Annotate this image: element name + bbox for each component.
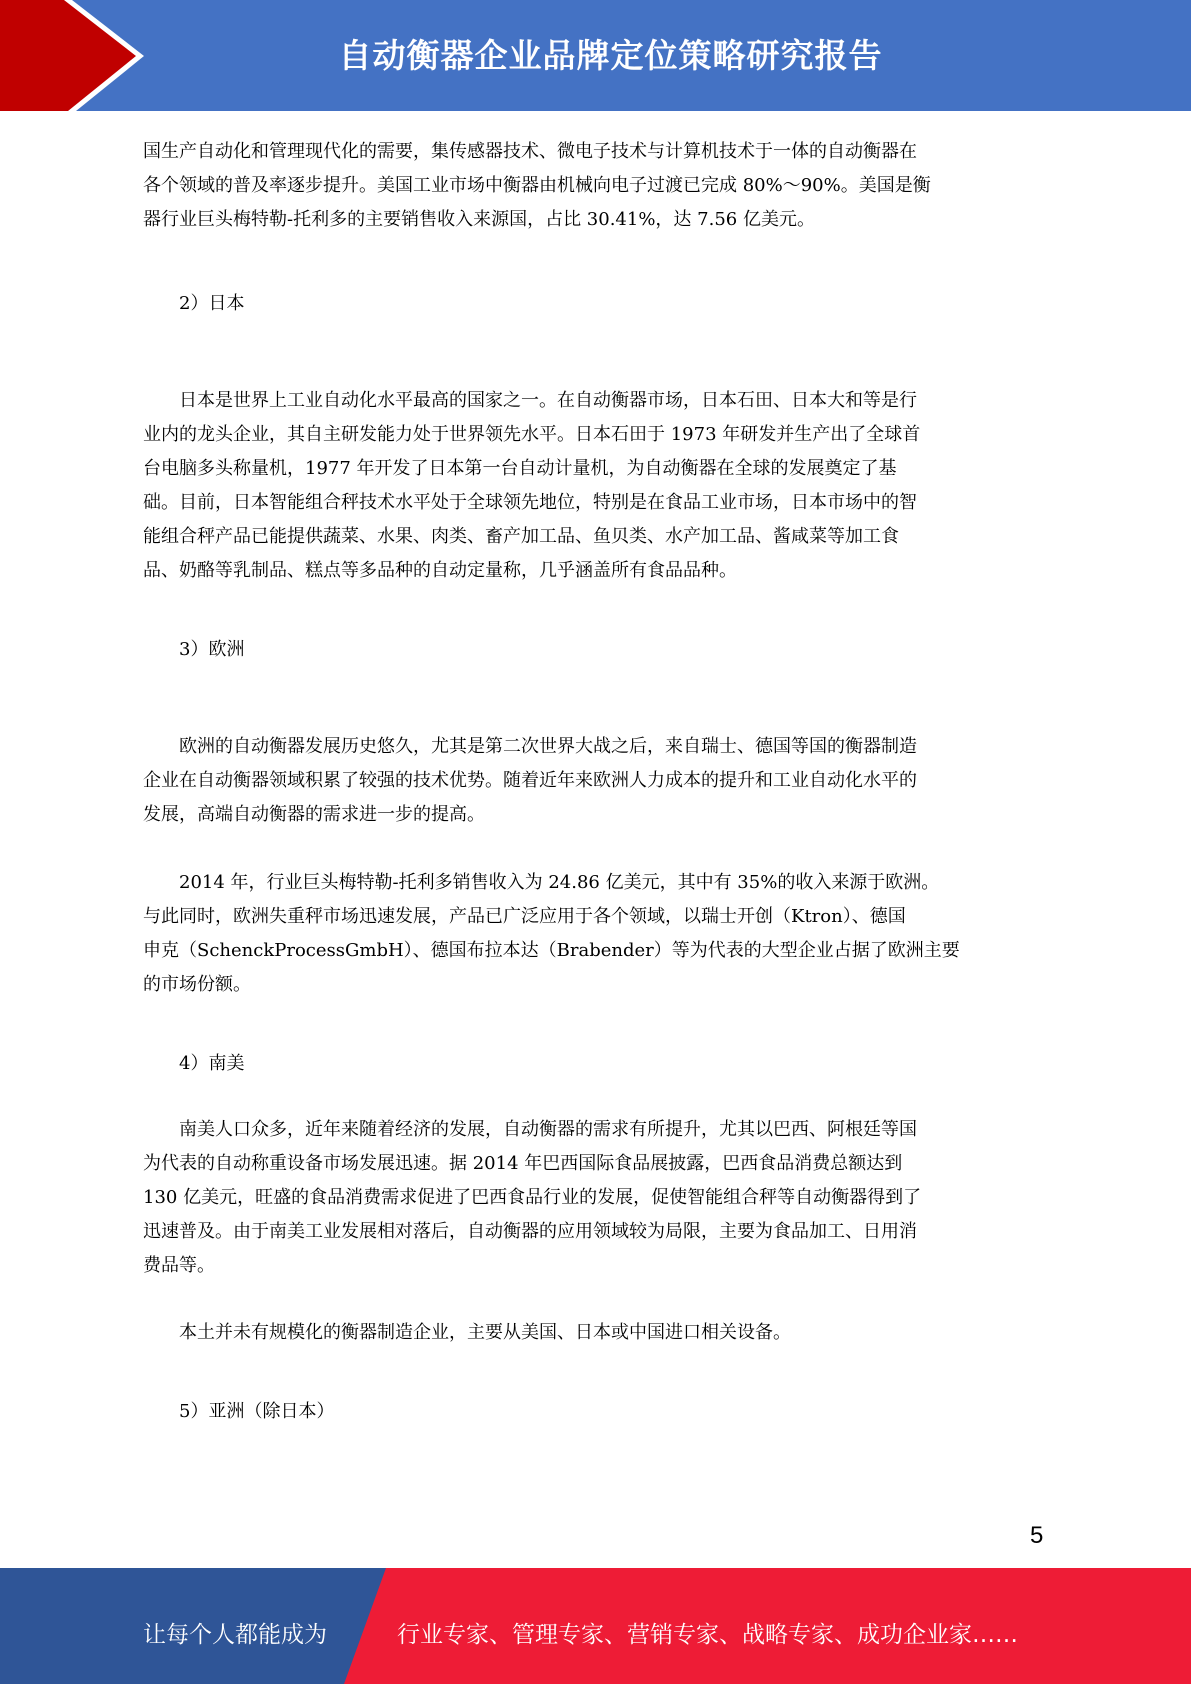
section-heading: 2）日本 — [179, 293, 245, 314]
header-banner — [0, 0, 1191, 111]
paragraph-line: 费品等。 — [143, 1255, 215, 1276]
paragraph-line: 南美人口众多，近年来随着经济的发展，自动衡器的需求有所提升，尤其以巴西、阿根廷等国 — [179, 1119, 917, 1140]
section-heading: 5）亚洲（除日本） — [179, 1401, 335, 1422]
paragraph-line: 发展，高端自动衡器的需求进一步的提高。 — [143, 804, 485, 825]
paragraph-line: 申克（SchenckProcessGmbH）、德国布拉本达（Brabender）等为代表的大型企业占据了欧洲主要 — [143, 940, 960, 961]
paragraph-line: 础。目前，日本智能组合秤技术水平处于全球领先地位，特别是在食品工业市场，日本市场中的智 — [143, 492, 917, 513]
paragraph-line: 品、奶酪等乳制品、糕点等多品种的自动定量称，几乎涵盖所有食品品种。 — [143, 560, 737, 581]
paragraph-line: 迅速普及。由于南美工业发展相对落后，自动衡器的应用领域较为局限，主要为食品加工、日用消 — [143, 1221, 917, 1242]
paragraph-line: 与此同时，欧洲失重秤市场迅速发展，产品已广泛应用于各个领域，以瑞士开创（Ktron）、德国 — [143, 906, 906, 927]
paragraph-line: 2014 年，行业巨头梅特勒-托利多销售收入为 24.86 亿美元，其中有 35%的收入来源于欧洲。 — [179, 872, 940, 893]
page-number: 5 — [1030, 1522, 1044, 1549]
paragraph-line: 器行业巨头梅特勒-托利多的主要销售收入来源国，占比 30.41%，达 7.56 亿美元。 — [143, 209, 815, 230]
footer-slogan-right: 行业专家、管理专家、营销专家、战略专家、成功企业家…… — [397, 1622, 1018, 1648]
paragraph-line: 本土并未有规模化的衡器制造企业，主要从美国、日本或中国进口相关设备。 — [179, 1322, 791, 1343]
paragraph-line: 各个领域的普及率逐步提升。美国工业市场中衡器由机械向电子过渡已完成 80%～90%。美国是衡 — [143, 175, 931, 196]
paragraph-line: 为代表的自动称重设备市场发展迅速。据 2014 年巴西国际食品展披露，巴西食品消费总额达到 — [143, 1153, 903, 1174]
paragraph-line: 130 亿美元，旺盛的食品消费需求促进了巴西食品行业的发展，促使智能组合秤等自动衡器得到了 — [143, 1187, 922, 1208]
section-heading: 4）南美 — [179, 1053, 245, 1074]
section-heading: 3）欧洲 — [179, 639, 245, 660]
paragraph-line: 日本是世界上工业自动化水平最高的国家之一。在自动衡器市场，日本石田、日本大和等是行 — [179, 390, 917, 411]
paragraph-line: 台电脑多头称量机，1977 年开发了日本第一台自动计量机，为自动衡器在全球的发展奠定了基 — [143, 458, 897, 479]
paragraph-line: 能组合秤产品已能提供蔬菜、水果、肉类、畜产加工品、鱼贝类、水产加工品、酱咸菜等加工食 — [143, 526, 899, 547]
footer-banner — [0, 1568, 1191, 1684]
report-title: 自动衡器企业品牌定位策略研究报告 — [338, 36, 883, 75]
footer-slogan-left: 让每个人都能成为 — [143, 1622, 327, 1648]
paragraph-line: 的市场份额。 — [143, 974, 251, 995]
paragraph-line: 国生产自动化和管理现代化的需要，集传感器技术、微电子技术与计算机技术于一体的自动衡器在 — [143, 141, 917, 162]
paragraph-line: 业内的龙头企业，其自主研发能力处于世界领先水平。日本石田于 1973 年研发并生产出了全球首 — [143, 424, 921, 445]
paragraph-line: 企业在自动衡器领域积累了较强的技术优势。随着近年来欧洲人力成本的提升和工业自动化水平的 — [143, 770, 917, 791]
paragraph-line: 欧洲的自动衡器发展历史悠久，尤其是第二次世界大战之后，来自瑞士、德国等国的衡器制造 — [179, 736, 917, 757]
